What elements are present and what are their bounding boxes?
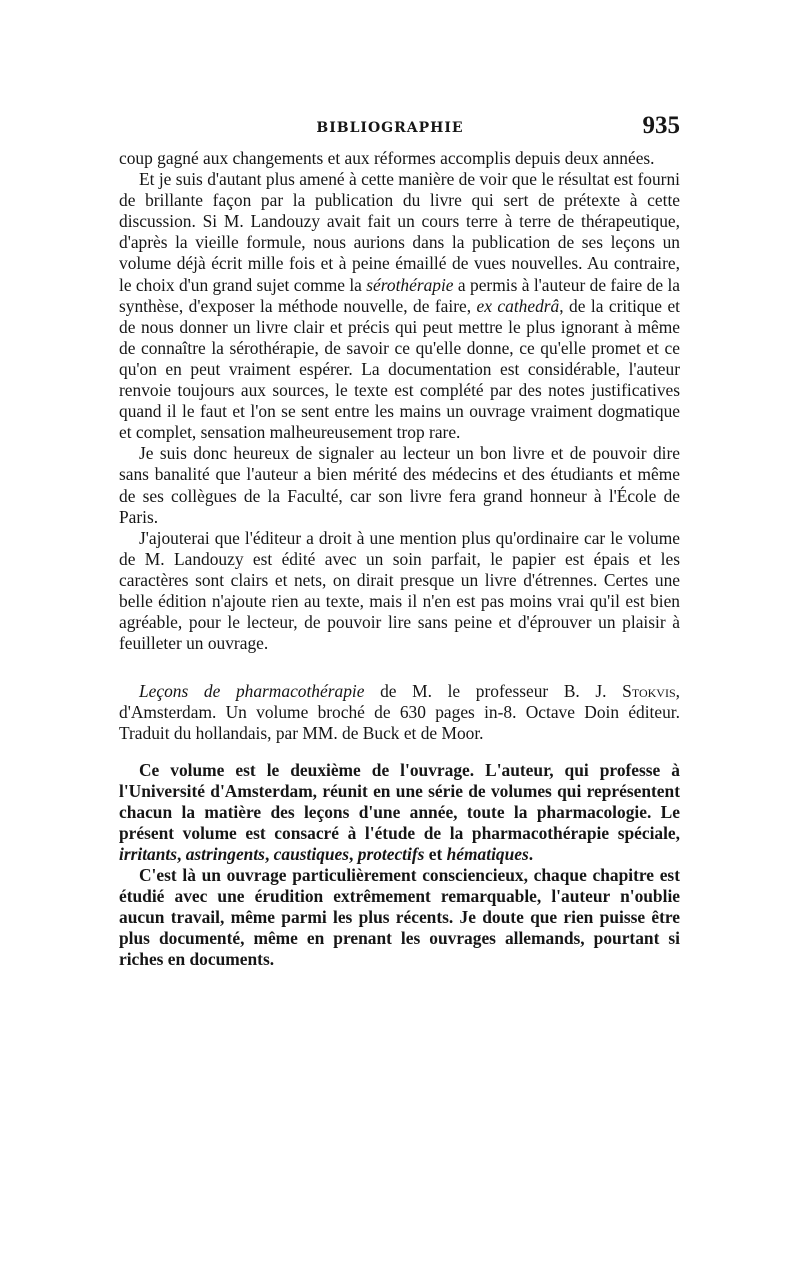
paragraph-7-text: C'est là un ouvrage particulièrement consciencieux, chaque chapitre est étudié avec une érudition extrêmement remarquable, l'auteur n'oublie aucun travail, même parmi les plus récents. Je doute que rien puisse être plus documenté, même en prenant les ouvrages allemands, pourtant si riches en documents.	[119, 865, 680, 970]
paragraph-4-text: J'ajouterai que l'éditeur a droit à une mention plus qu'ordinaire car le volume de M. Landouzy est édité avec un soin parfait, le papier est épais et les caractères sont clairs et nets, on dirait presque un livre d'étrennes. Certes une belle édition n'ajoute rien au texte, mais il n'en est pas moins vrai qu'il est bien agréable, pour le lecteur, de pouvoir lire sans peine et d'éprouver un plaisir à feuilleter un ouvrage.	[119, 527, 680, 654]
separator-4: et	[424, 843, 447, 864]
term-irritants: irritants	[119, 843, 177, 864]
term-hematiques: hématiques	[446, 843, 529, 864]
page-number: 935	[642, 112, 680, 139]
paragraph-1-text: coup gagné aux changements et aux réformes accomplis depuis deux années.	[119, 148, 655, 168]
paragraph-1	[119, 148, 680, 169]
paragraph-2-italic-ex-cathedra: ex cathedrâ	[476, 295, 560, 316]
review-author-name: Stokvis	[622, 681, 676, 702]
paragraph-6	[119, 760, 680, 865]
separator-2: ,	[264, 843, 274, 864]
body-text	[119, 148, 680, 970]
separator-3: ,	[349, 843, 358, 864]
paragraph-2-text-b: a permis à l'auteur de faire de la synthèse, d'exposer la méthode nouvelle, de faire,	[119, 274, 680, 316]
review-heading-text-b: , d'Amsterdam. Un volume broché de 630 pages in-8. Octave Doin éditeur. Traduit du hollandais, par MM. de Buck et de Moor.	[119, 681, 680, 744]
paragraph-2-text-a: Et je suis d'autant plus amené à cette manière de voir que le résultat est fourni de brillante façon par la publication du livre qui sert de prétexte à cette discussion. Si M. Landouzy avait fait un cours terre à terre de thérapeutique, d'après la vieille formule, nous aurions dans la publication de ses leçons un volume déjà écrit mille fois et à peine émaillé de vues nouvelles. Au contraire, le choix d'un grand sujet comme la	[119, 169, 680, 295]
review-book-title: Leçons de pharmacothérapie	[139, 681, 365, 702]
review-heading	[119, 681, 680, 744]
term-astringents: astringents	[185, 843, 265, 864]
review-heading-text-a: de M. le professeur B. J.	[364, 681, 623, 702]
term-protectifs: protectifs	[357, 843, 425, 864]
paragraph-2-text-c: , de la critique et de nous donner un livre clair et précis qui peut mettre le plus ignorant à même de connaître la sérothérapie, de savoir ce qu'elle donne, ce qu'elle promet et ce qu'on en peut vraiment espérer. La documentation est considérable, l'auteur renvoie toujours aux sources, le texte est complété par des notes justificatives quand il le faut et l'on se sent entre les mains un ouvrage vraiment dogmatique et complet, sensation malheureusement trop rare.	[119, 295, 681, 443]
paragraph-7	[119, 865, 680, 970]
paragraph-3-text: Je suis donc heureux de signaler au lecteur un bon livre et de pouvoir dire sans banalité que l'auteur a bien mérité des médecins et des étudiants et même de ses collègues de la Faculté, car son livre fera grand honneur à l'École de Paris.	[119, 443, 680, 527]
paragraph-6-text: Ce volume est le deuxième de l'ouvrage. L'auteur, qui professe à l'Université d'Amsterdam, réunit en une série de volumes qui représentent chacun la matière des leçons d'une année, toute la pharmacologie. Le présent volume est consacré à l'étude de la pharmacothérapie spéciale,	[119, 759, 680, 843]
paragraph-2-italic-serotherapie: sérothérapie	[366, 274, 454, 295]
section-title: BIBLIOGRAPHIE	[316, 120, 464, 136]
paragraph-3	[119, 443, 680, 527]
paragraph-6-end: .	[528, 843, 534, 864]
paragraph-2	[119, 169, 680, 443]
separator-1: ,	[177, 843, 186, 864]
running-head	[120, 112, 680, 142]
paragraph-4	[119, 528, 680, 655]
term-caustiques: caustiques	[273, 843, 350, 864]
